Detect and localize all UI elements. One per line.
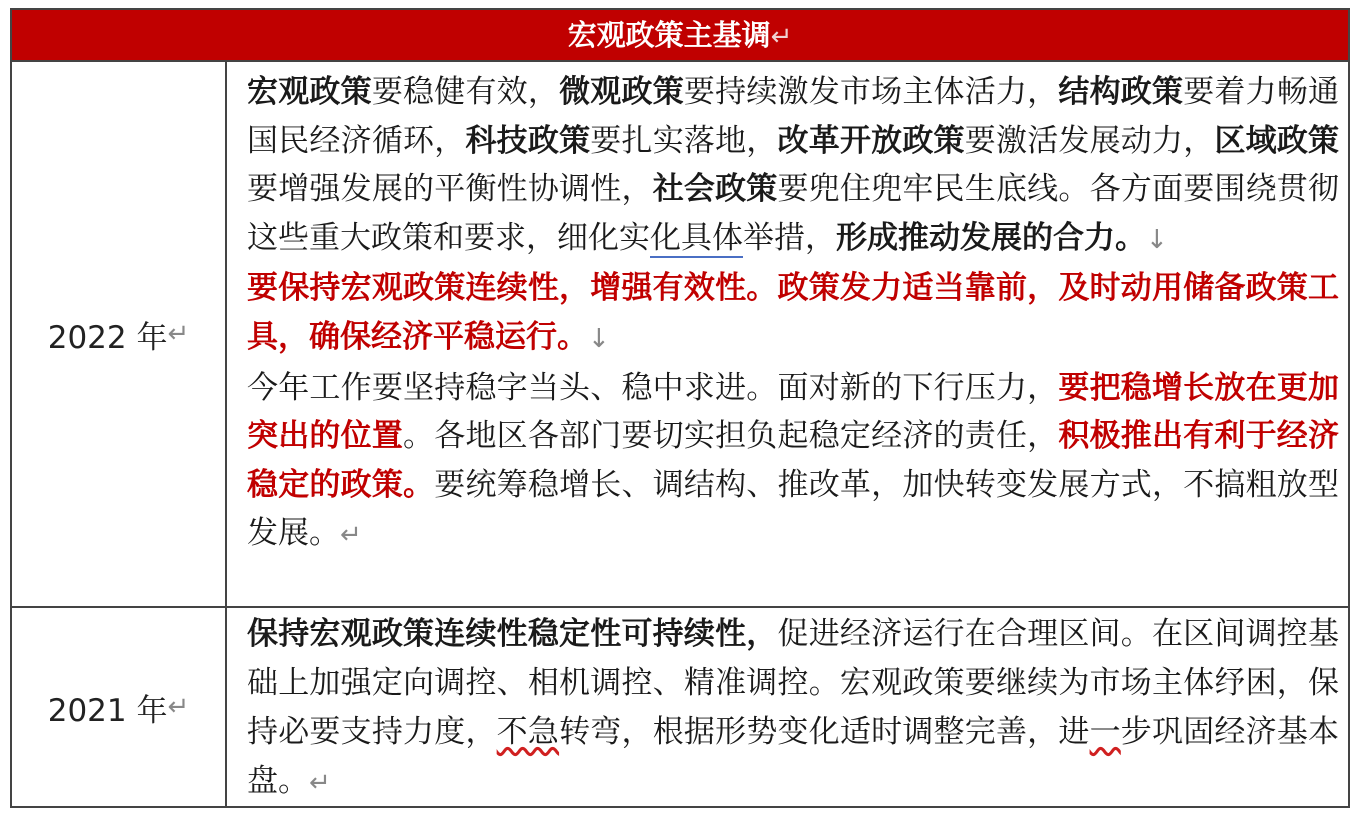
bold-term: 结构政策 — [1058, 74, 1184, 110]
year-label: 2022 年 — [47, 319, 168, 356]
year-cell — [12, 62, 227, 606]
text: 要扎实落地， — [590, 122, 778, 159]
text: 要着力畅通国民经济循环， — [247, 74, 1340, 159]
year-cell — [12, 608, 227, 806]
spell-underlined-text: 不急 — [496, 714, 560, 750]
bold-term: 科技政策 — [465, 122, 591, 159]
text: 促进经济运行在合理区间。在区间调控基础上加强定向调控、相机调控、精准调控。宏观政策要继续为市场主体纾困，保持必要支持力度， — [247, 616, 1339, 750]
red-bold-text: 积极推出有利于经济稳定的政策。 — [247, 418, 1340, 503]
text: 要增强发展的平衡性协调性， — [247, 171, 653, 208]
paragraph-macro-policy — [247, 264, 1339, 363]
bold-term: 保持宏观政策连续性稳定性可持续性， — [247, 616, 778, 652]
paragraph-2021 — [247, 610, 1339, 808]
paragraph-mark: ↵ — [309, 768, 331, 798]
paragraph-mark: ↵ — [167, 692, 190, 722]
grammar-underlined-text: 化具体 — [650, 219, 743, 256]
paragraph-mark: ↵ — [770, 22, 793, 52]
text: 步巩固经济基本盘。 — [247, 714, 1340, 799]
text: 今年工作要坚持稳字当头、稳中求进。面对新的下行压力， — [247, 369, 1059, 406]
spell-underlined-text: 一 — [1089, 714, 1121, 750]
policy-table — [10, 8, 1350, 808]
red-bold-text: 要把稳增长放在更加突出的位置 — [247, 369, 1340, 455]
text: 举措， — [743, 219, 836, 256]
bold-term: 区域政策 — [1214, 122, 1340, 159]
bold-term: 微观政策 — [559, 74, 684, 110]
red-bold-text: 要保持宏观政策连续性，增强有效性。政策发力适当靠前，及时动用储备政策工具，确保经济平稳运行。 — [247, 270, 1339, 355]
text: 要统筹稳增长、调结构、推改革，加快转变发展方式，不搞粗放型发展。 — [247, 466, 1340, 552]
year-label: 2021 年 — [47, 692, 168, 729]
bold-term: 形成推动发展的合力。 — [836, 219, 1146, 256]
text: 转弯，根据形势变化适时调整完善，进 — [559, 714, 1090, 750]
line-break-mark: ↓ — [588, 323, 610, 354]
paragraph-mark: ↵ — [340, 520, 362, 551]
text: 要持续激发市场主体活力， — [683, 74, 1059, 110]
bold-term: 改革开放政策 — [777, 122, 965, 159]
text: 要激活发展动力， — [964, 122, 1215, 159]
content-cell — [247, 610, 1339, 808]
paragraph-policies — [247, 68, 1339, 264]
header-title: 宏观政策主基调 — [567, 18, 771, 52]
table-header — [12, 10, 1348, 60]
line-break-mark: ↓ — [1146, 224, 1168, 255]
bold-term: 宏观政策 — [247, 74, 372, 110]
text: 要稳健有效， — [371, 74, 560, 110]
content-cell — [247, 68, 1339, 560]
table-row-2022 — [12, 60, 1348, 606]
paragraph-stability — [247, 364, 1339, 560]
text: 要兜住兜牢民生底线。各方面要围绕贯彻这些重大政策和要求，细化实 — [247, 171, 1340, 256]
paragraph-mark: ↵ — [167, 319, 190, 349]
text: 。各地区各部门要切实担负起稳定经济的责任， — [403, 418, 1059, 455]
table-row-2021 — [12, 606, 1348, 806]
bold-term: 社会政策 — [652, 171, 778, 208]
